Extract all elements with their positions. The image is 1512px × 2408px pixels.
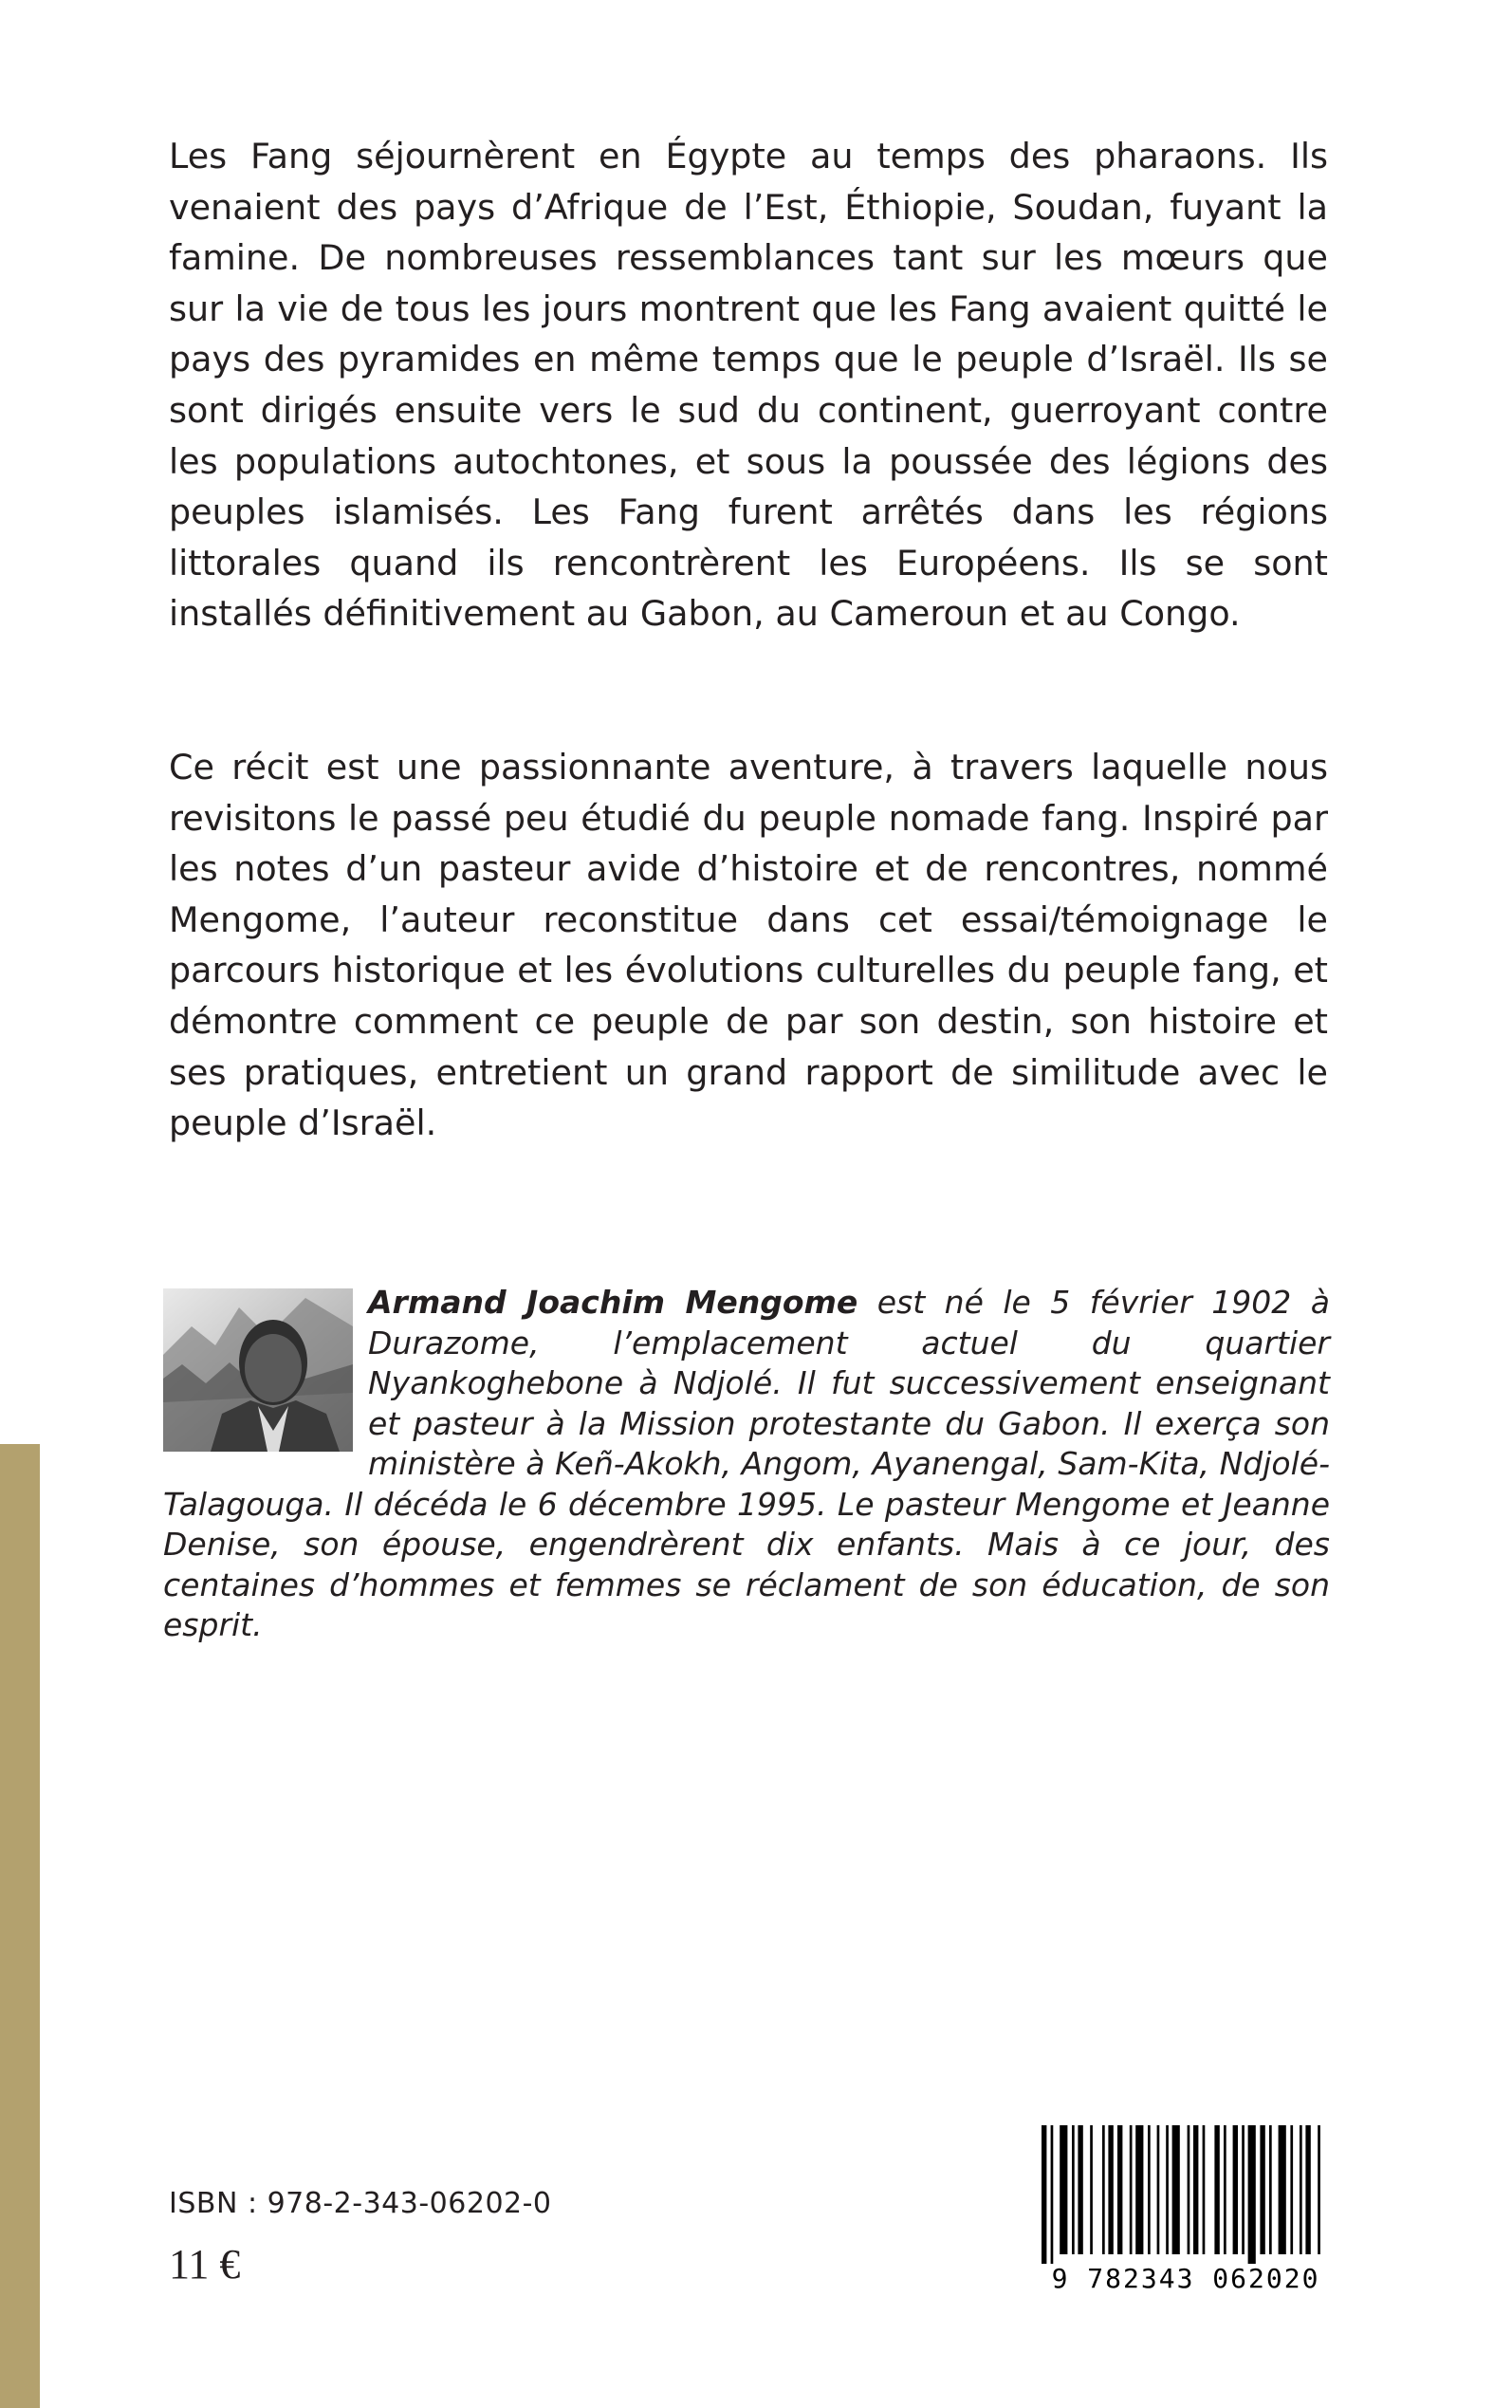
barcode-bar (1233, 2125, 1238, 2254)
barcode-bar (1051, 2125, 1054, 2264)
barcode-bar (1117, 2125, 1122, 2254)
barcode-bar (1072, 2125, 1075, 2254)
barcode-bar (1148, 2125, 1151, 2254)
barcode-bar (1102, 2125, 1105, 2254)
barcode-bar (1172, 2125, 1180, 2254)
blurb-paragraph-1: Les Fang séjournèrent en Égypte au temps des pharaons. Ils venaient des pays d’Afrique de l’Est, Éthiopie, Soudan, fuyant la famine. De nombreuses ressemblances tant sur les mœurs que sur la vie de tous les jours montrent que les Fang avaient quitté le pays des pyramides en même temps que le peuple d’Israël. Ils se sont dirigés ensuite vers le sud du continent, guerroyant contre les populations autochtones, et sous la poussée des légions des peuples islamisés. Les Fang furent arrêtés dans les régions littorales quand ils rencontrèrent les Européens. Ils se sont installés définitivement au Gabon, au Cameroun et au Congo. (169, 136, 1328, 635)
author-bio: est né le 5 février 1902 à Durazome, l’emplacement actuel du quartier Nyankoghebone à Ndjolé. Il fut successivement enseignant et pasteur à la Mission protestante du Gabon. Il exerça son ministère à Keñ-Akokh, Angom, Ayanengal, Sam-Kita, Ndjolé-Talagouga. Il décéda le 6 décembre 1995. Le pasteur Mengome et Jeanne Denise, son épouse, engendrèrent dix enfants. Mais à ce jour, des centaines d’hommes et femmes se réclament de son éducation, de son esprit. (163, 1284, 1330, 1643)
barcode-bar (1242, 2125, 1245, 2254)
barcode-bar (1135, 2125, 1143, 2254)
barcode-bar (1318, 2125, 1320, 2254)
price: 11 € (169, 2241, 241, 2288)
barcode-bar (1130, 2125, 1133, 2254)
barcode-bar (1260, 2125, 1264, 2254)
barcode-bar (1224, 2125, 1226, 2254)
barcode-bar (1078, 2125, 1082, 2254)
barcode-bar (1108, 2125, 1113, 2254)
barcode-bar (1279, 2125, 1286, 2254)
spine-color-bar (0, 1444, 40, 2408)
barcode-bar (1269, 2125, 1272, 2254)
barcode-bar (1157, 2125, 1160, 2254)
author-biography (163, 1283, 1330, 1646)
barcode-bar (1193, 2125, 1198, 2254)
barcode-bar (1042, 2125, 1046, 2264)
author-photo (163, 1288, 353, 1452)
barcode-bar (1300, 2125, 1302, 2254)
barcode (1034, 2121, 1334, 2292)
barcode-bar (1305, 2125, 1310, 2254)
barcode-bar (1290, 2125, 1293, 2254)
author-name: Armand Joachim Mengome (368, 1284, 858, 1321)
barcode-bar (1248, 2125, 1256, 2264)
barcode-digits: 9 782343 062020 (1051, 2263, 1320, 2292)
barcode-bar (1060, 2125, 1067, 2254)
barcode-bar (1090, 2125, 1093, 2254)
barcode-bar (1214, 2125, 1219, 2254)
barcode-bar (1203, 2125, 1206, 2254)
blurb-paragraph-2: Ce récit est une passionnante aventure, à travers laquelle nous revisitons le passé peu étudié du peuple nomade fang. Inspiré par les notes d’un pasteur avide d’histoire et de rencontres, nommé Mengome, l’auteur reconstitue dans cet essai/témoignage le parcours historique et les évolutions culturelles du peuple fang, et démontre comment ce peuple de par son destin, son histoire et ses pratiques, entretient un grand rapport de similitude avec le peuple d’Israël. (169, 747, 1328, 1144)
isbn: ISBN : 978-2-343-06202-0 (169, 2187, 552, 2220)
barcode-bar (1166, 2125, 1169, 2254)
barcode-bar (1188, 2125, 1190, 2254)
